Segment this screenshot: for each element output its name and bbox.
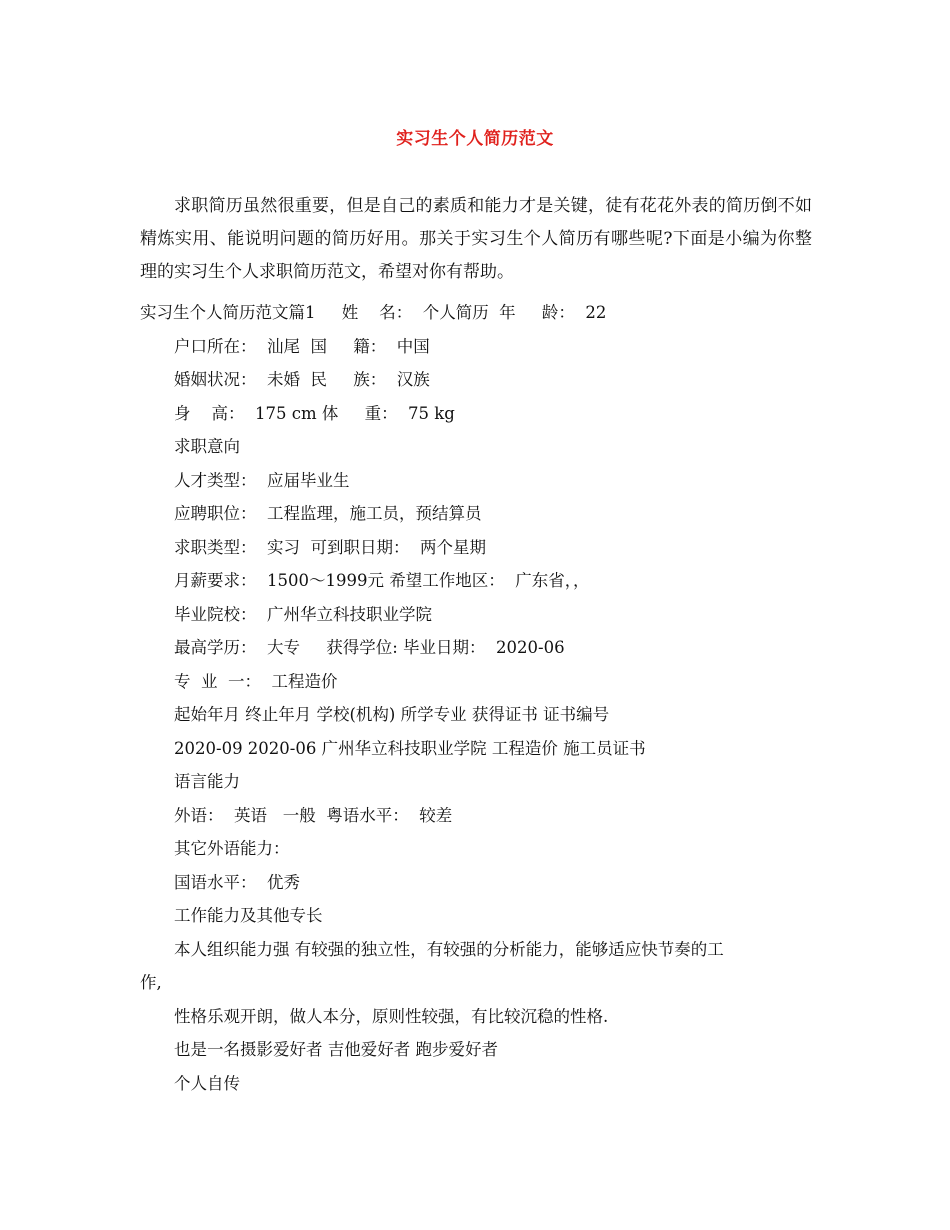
line-salary: 月薪要求： 1500～1999元 希望工作地区： 广东省，， (174, 571, 590, 590)
section-language: 语言能力 (174, 772, 240, 791)
line-edu-header: 起始年月 终止年月 学校(机构) 所学专业 获得证书 证书编号 (174, 705, 610, 724)
resume-lines (140, 296, 820, 1100)
line-marital: 婚姻状况： 未婚 民 族： 汉族 (174, 370, 430, 389)
line-skills-1: 本人组织能力强 有较强的独立性，有较强的分析能力，能够适应快节奏的工 (174, 939, 724, 959)
line-height: 身 高： 175 cm 体 重： 75 kg (174, 403, 455, 423)
line-hobbies: 也是一名摄影爱好者 吉他爱好者 跑步爱好者 (174, 1040, 498, 1059)
line-personality: 性格乐观开朗，做人本分，原则性较强，有比较沉稳的性格. (174, 1006, 609, 1026)
intro-paragraph: 求职简历虽然很重要，但是自己的素质和能力才是关键，徒有花花外表的简历倒不如精炼实用、能说明问题的简历好用。那关于实习生个人简历有哪些呢?下面是小编为你整理的实习生个人求职简历范文，希望对你有帮助。 (140, 196, 812, 282)
line-foreign-language: 外语： 英语 一般 粤语水平： 较差 (174, 805, 453, 825)
section-autobiography: 个人自传 (174, 1073, 240, 1093)
line-school: 毕业院校： 广州华立科技职业学院 (174, 604, 432, 624)
line-hukou: 户口所在： 汕尾 国 籍： 中国 (174, 336, 430, 356)
line-mandarin: 国语水平： 优秀 (174, 872, 300, 892)
line-position: 应聘职位： 工程监理，施工员，预结算员 (174, 504, 482, 523)
section-skills: 工作能力及其他专长 (174, 906, 323, 925)
line-talent-type: 人才类型： 应届毕业生 (174, 470, 350, 490)
line-job-type: 求职类型： 实习 可到职日期： 两个星期 (174, 537, 486, 557)
line-major: 专 业 一： 工程造价 (174, 671, 338, 691)
section-job-intention: 求职意向 (174, 437, 240, 456)
line-skills-1-cont: 作, (140, 973, 162, 992)
line-basic-info: 实习生个人简历范文篇1 姓 名： 个人简历 年 龄： 22 (140, 303, 607, 322)
line-edu-row: 2020-09 2020-06 广州华立科技职业学院 工程造价 施工员证书 (174, 738, 646, 758)
line-other-language: 其它外语能力： (174, 839, 290, 858)
document-title: 实习生个人简历范文 (396, 129, 554, 149)
line-education: 最高学历： 大专 获得学位: 毕业日期： 2020-06 (174, 638, 565, 657)
